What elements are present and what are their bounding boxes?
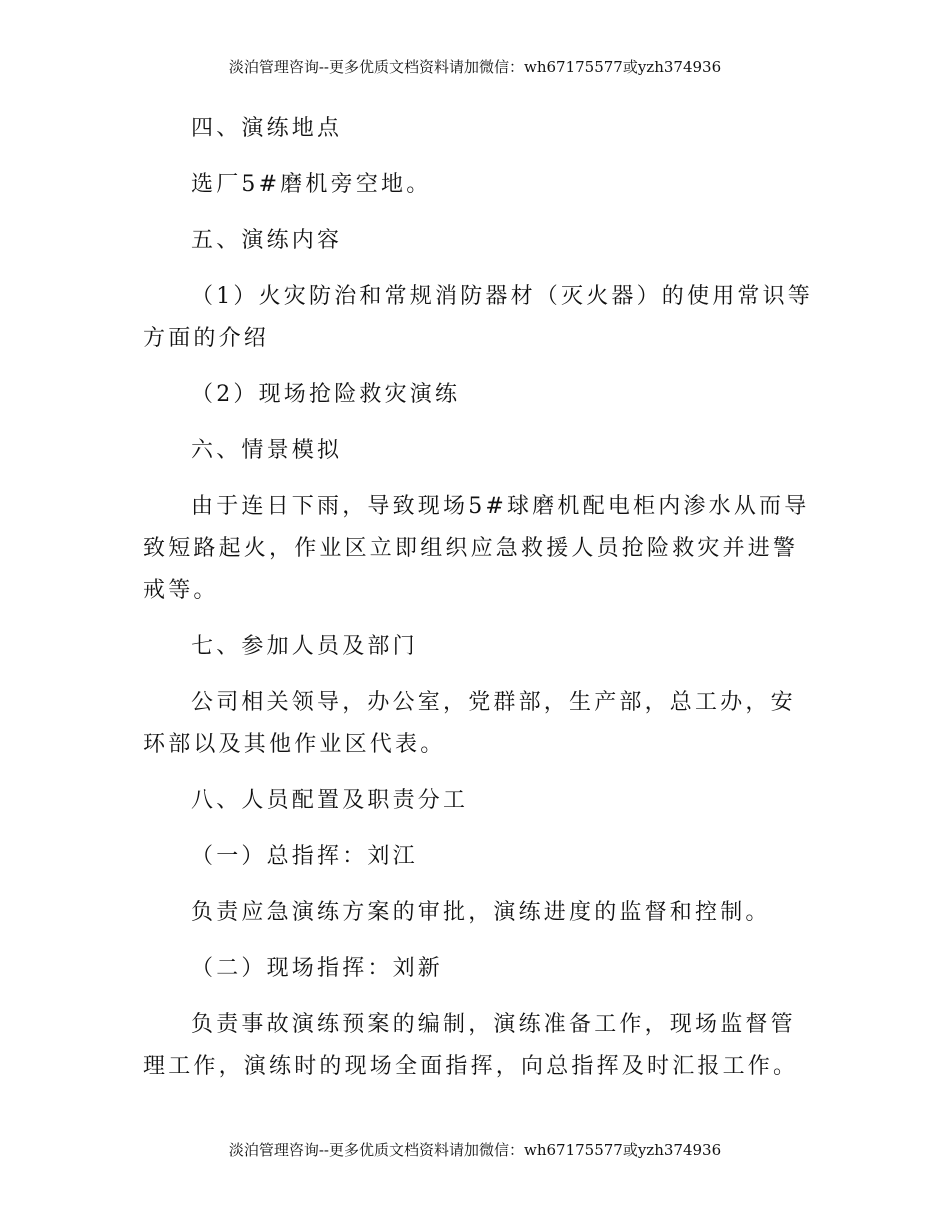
section-6-heading: 六、情景模拟 [191,438,343,463]
section-4-text: 选厂5#磨机旁空地。 [191,172,432,197]
section-8-heading: 八、人员配置及职责分工 [191,788,469,813]
section-5-item-2: （2）现场抢险救灾演练 [191,382,461,407]
section-5-item-1: （1）火灾防治和常规消防器材（灭火器）的使用常识等方面的介绍 [143,284,813,351]
section-5-heading: 五、演练内容 [191,228,343,253]
section-8-sub-2: （二）现场指挥：刘新 [191,956,444,981]
section-6-text: 由于连日下雨，导致现场5#球磨机配电柜内渗水从而导致短路起火，作业区立即组织应急救援人员抢险救灾并进警戒等。 [143,494,810,603]
page-footer: 淡泊管理咨询--更多优质文档资料请加微信：wh67175577或yzh374936 [228,1141,722,1159]
section-7-text: 公司相关领导，办公室，党群部，生产部，总工办，安环部以及其他作业区代表。 [143,690,796,757]
section-8-sub-2-text: 负责事故演练预案的编制，演练准备工作，现场监督管理工作，演练时的现场全面指挥，向总指挥及时汇报工作。 [143,1012,799,1079]
section-7-heading: 七、参加人员及部门 [191,634,418,659]
section-4-heading: 四、演练地点 [191,116,343,141]
page-header: 淡泊管理咨询--更多优质文档资料请加微信：wh67175577或yzh374936 [228,58,722,76]
section-8-sub-1: （一）总指挥：刘江 [191,844,418,869]
document-body [143,108,815,1102]
section-8-sub-1-text: 负责应急演练方案的审批，演练进度的监督和控制。 [191,900,771,925]
